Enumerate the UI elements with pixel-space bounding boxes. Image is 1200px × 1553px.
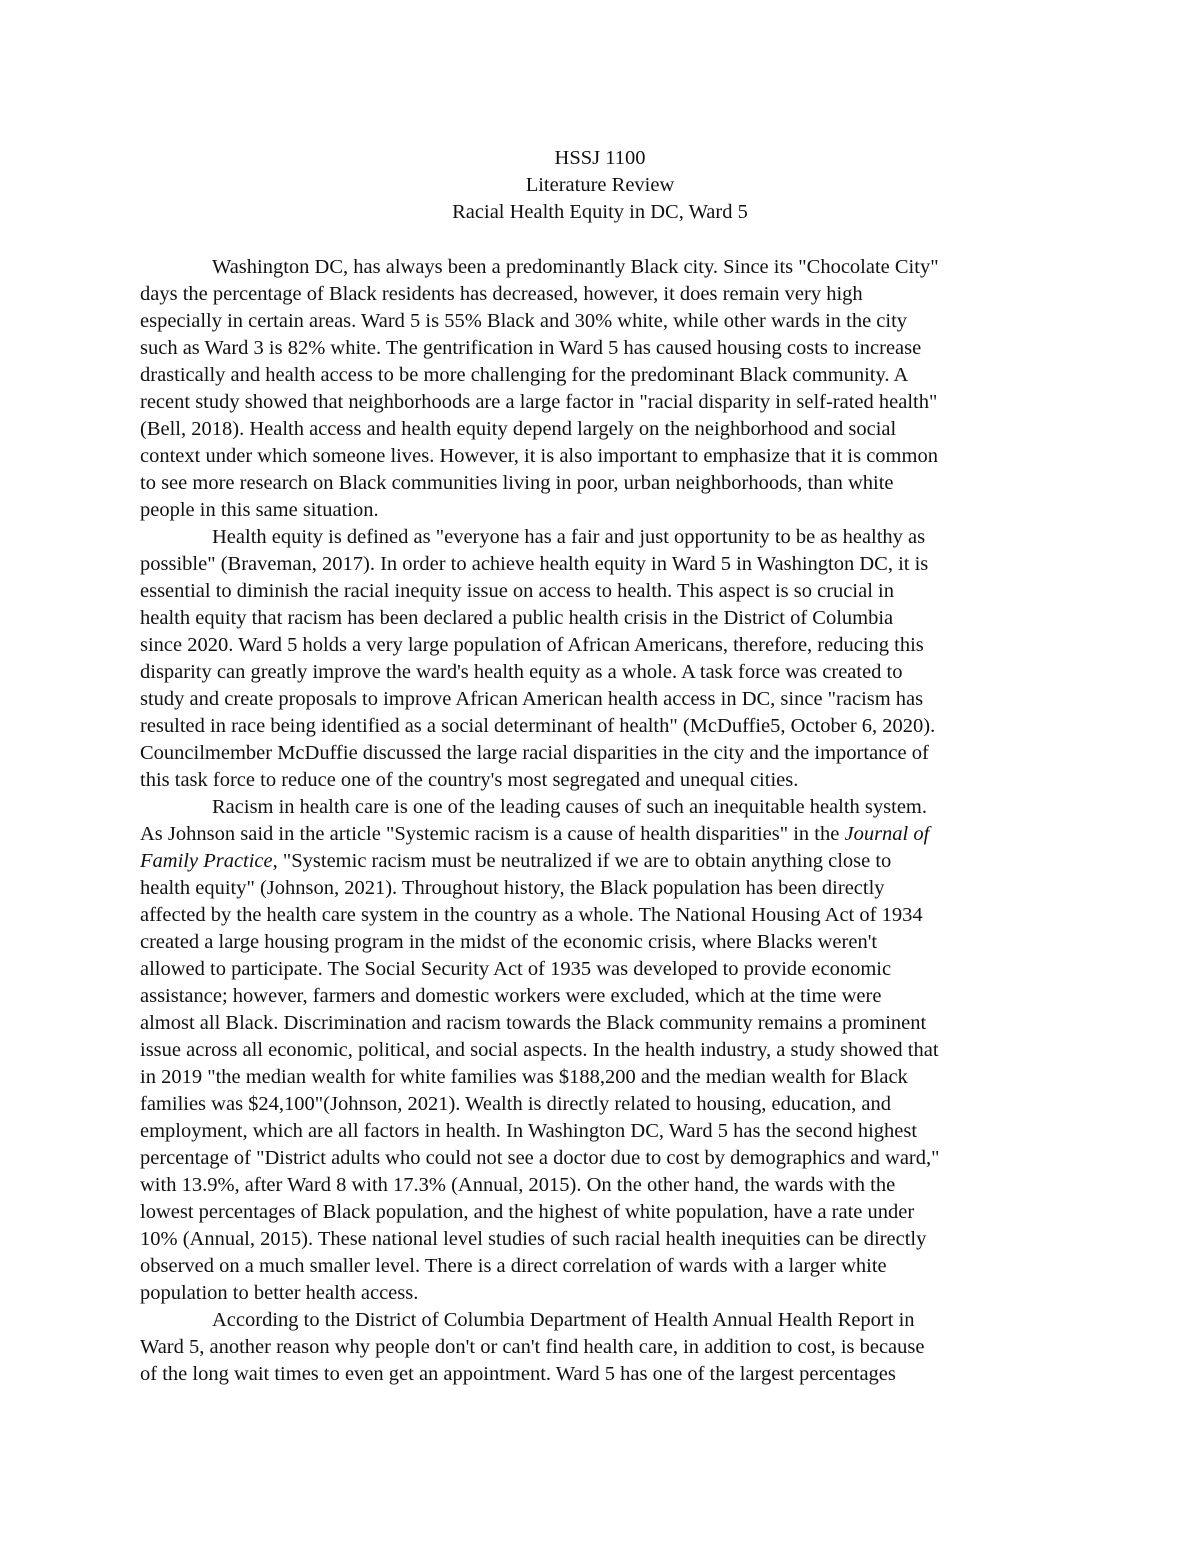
line-text: in 2019 "the median wealth for white families was $188,200 and the median wealth for Black	[140, 1066, 908, 1088]
document-type: Literature Review	[525, 174, 675, 196]
line-text: of the long wait times to even get an appointment. Ward 5 has one of the largest percentages	[140, 1363, 896, 1385]
body-line	[140, 578, 1070, 605]
body-line	[140, 929, 1070, 956]
body-line	[140, 335, 1070, 362]
line-text: resulted in race being identified as a social determinant of health" (McDuffie5, October 6, 2020).	[140, 715, 936, 737]
body-line	[140, 1037, 1070, 1064]
body-line	[140, 281, 1070, 308]
body-line	[140, 794, 1070, 821]
body-line	[140, 443, 1070, 470]
document-body	[140, 254, 1070, 1388]
body-line	[140, 497, 1070, 524]
body-line	[140, 1199, 1070, 1226]
line-text: recent study showed that neighborhoods are a large factor in "racial disparity in self-rated health"	[140, 391, 938, 413]
body-line	[140, 1226, 1070, 1253]
line-text: employment, which are all factors in health. In Washington DC, Ward 5 has the second highest	[140, 1120, 918, 1142]
line-text: Washington DC, has always been a predominantly Black city. Since its "Chocolate City"	[212, 256, 939, 278]
body-line	[140, 362, 1070, 389]
line-text: families was $24,100"(Johnson, 2021). Wealth is directly related to housing, education, and	[140, 1093, 892, 1115]
body-line	[140, 308, 1070, 335]
body-line	[140, 1064, 1070, 1091]
line-text: population to better health access.	[140, 1282, 419, 1304]
italic-text: Family Practice	[140, 850, 273, 872]
line-text: health equity" (Johnson, 2021). Throughout history, the Black population has been directly	[140, 877, 885, 899]
line-text: to see more research on Black communities living in poor, urban neighborhoods, than white	[140, 472, 894, 494]
body-line	[140, 740, 1070, 767]
line-text: Ward 5, another reason why people don't or can't find health care, in addition to cost, is because	[140, 1336, 925, 1358]
body-line	[140, 983, 1070, 1010]
body-line	[140, 875, 1070, 902]
body-line	[140, 254, 1070, 281]
line-text: possible" (Braveman, 2017). In order to achieve health equity in Ward 5 in Washington DC, it is	[140, 553, 929, 575]
line-text: since 2020. Ward 5 holds a very large population of African Americans, therefore, reducing this	[140, 634, 924, 656]
line-text: days the percentage of Black residents has decreased, however, it does remain very high	[140, 283, 863, 305]
line-text: According to the District of Columbia Department of Health Annual Health Report in	[212, 1309, 915, 1331]
body-line	[140, 551, 1070, 578]
line-text: with 13.9%, after Ward 8 with 17.3% (Annual, 2015). On the other hand, the wards with the	[140, 1174, 896, 1196]
line-text: such as Ward 3 is 82% white. The gentrification in Ward 5 has caused housing costs to increase	[140, 337, 922, 359]
line-text: percentage of "District adults who could not see a doctor due to cost by demographics and ward,"	[140, 1147, 940, 1169]
body-line	[140, 1280, 1070, 1307]
line-text: As Johnson said in the article "Systemic racism is a cause of health disparities" in the	[140, 823, 845, 845]
line-text: people in this same situation.	[140, 499, 379, 521]
body-line	[140, 1307, 1070, 1334]
line-text: especially in certain areas. Ward 5 is 55% Black and 30% white, while other wards in the city	[140, 310, 908, 332]
body-line	[140, 1010, 1070, 1037]
line-text: issue across all economic, political, and social aspects. In the health industry, a study showed that	[140, 1039, 939, 1061]
body-line	[140, 713, 1070, 740]
line-text: allowed to participate. The Social Security Act of 1935 was developed to provide economic	[140, 958, 892, 980]
line-text: drastically and health access to be more challenging for the predominant Black community. A	[140, 364, 909, 386]
body-line	[140, 1361, 1070, 1388]
document-header	[140, 145, 1060, 226]
body-line	[140, 524, 1070, 551]
body-line	[140, 686, 1070, 713]
line-text: study and create proposals to improve African American health access in DC, since "racism has	[140, 688, 924, 710]
body-line	[140, 821, 1070, 848]
line-text: created a large housing program in the midst of the economic crisis, where Blacks weren't	[140, 931, 878, 953]
body-line	[140, 632, 1070, 659]
line-text: affected by the health care system in the country as a whole. The National Housing Act of 1934	[140, 904, 923, 926]
document-title: Racial Health Equity in DC, Ward 5	[452, 201, 748, 223]
line-text: 10% (Annual, 2015). These national level studies of such racial health inequities can be directly	[140, 1228, 927, 1250]
body-line	[140, 470, 1070, 497]
body-line	[140, 848, 1070, 875]
line-text: Racism in health care is one of the leading causes of such an inequitable health system.	[212, 796, 927, 818]
body-line	[140, 767, 1070, 794]
body-line	[140, 605, 1070, 632]
line-text: health equity that racism has been declared a public health crisis in the District of Columbia	[140, 607, 894, 629]
body-line	[140, 1145, 1070, 1172]
body-line	[140, 1172, 1070, 1199]
body-line	[140, 956, 1070, 983]
line-text: Councilmember McDuffie discussed the large racial disparities in the city and the importance of	[140, 742, 929, 764]
line-text: essential to diminish the racial inequity issue on access to health. This aspect is so crucial in	[140, 580, 894, 602]
line-text: lowest percentages of Black population, and the highest of white population, have a rate under	[140, 1201, 915, 1223]
body-line	[140, 1118, 1070, 1145]
line-text: observed on a much smaller level. There is a direct correlation of wards with a larger white	[140, 1255, 887, 1277]
body-line	[140, 1253, 1070, 1280]
body-line	[140, 1091, 1070, 1118]
body-line	[140, 389, 1070, 416]
course-code: HSSJ 1100	[554, 147, 646, 169]
body-line	[140, 416, 1070, 443]
body-line	[140, 1334, 1070, 1361]
body-line	[140, 659, 1070, 686]
line-text: , "Systemic racism must be neutralized if we are to obtain anything close to	[272, 850, 892, 872]
body-line	[140, 902, 1070, 929]
line-text: Health equity is defined as "everyone has a fair and just opportunity to be as healthy as	[212, 526, 926, 548]
line-text: disparity can greatly improve the ward's health equity as a whole. A task force was created to	[140, 661, 903, 683]
line-text: (Bell, 2018). Health access and health equity depend largely on the neighborhood and social	[140, 418, 897, 440]
line-text: context under which someone lives. However, it is also important to emphasize that it is common	[140, 445, 938, 467]
line-text: this task force to reduce one of the country's most segregated and unequal cities.	[140, 769, 799, 791]
line-text: almost all Black. Discrimination and racism towards the Black community remains a prominent	[140, 1012, 927, 1034]
line-text: assistance; however, farmers and domestic workers were excluded, which at the time were	[140, 985, 882, 1007]
italic-text: Journal of	[844, 823, 930, 845]
